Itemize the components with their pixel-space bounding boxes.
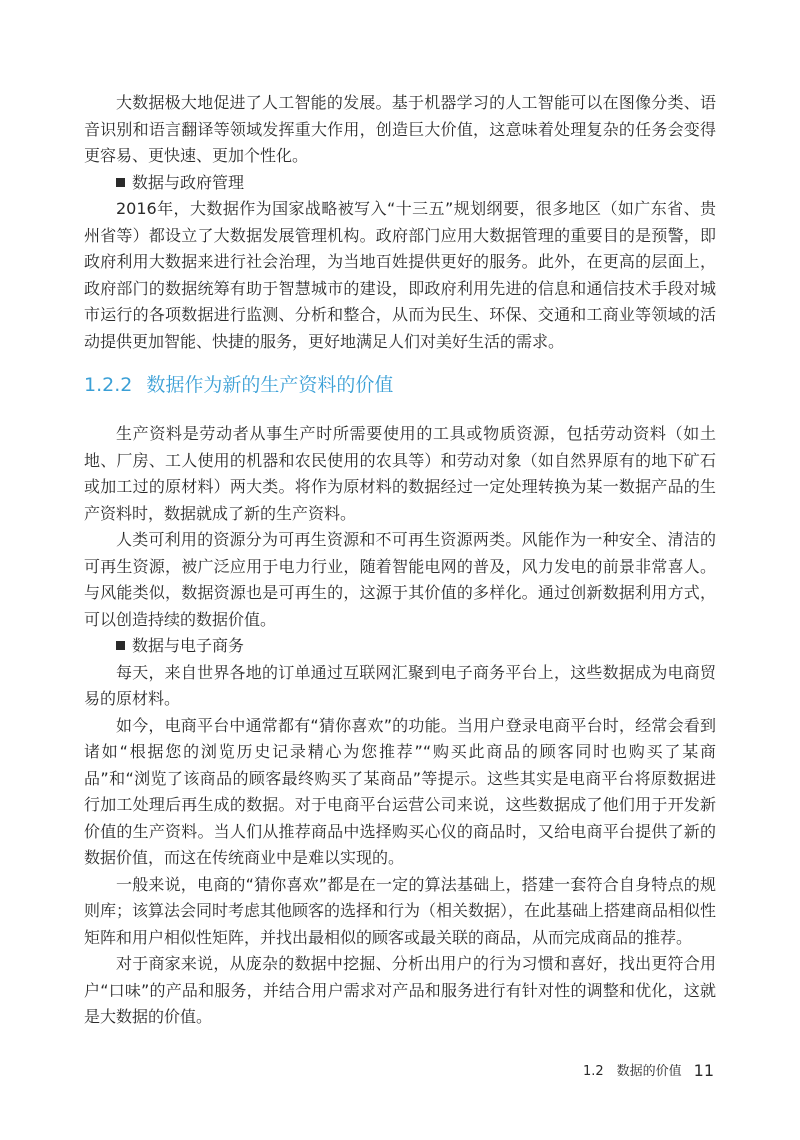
paragraph-merchant: 对于商家来说，从庞杂的数据中挖掘、分析出用户的行为习惯和喜好，找出更符合用户“口味”的产品和服务，并结合用户需求对产品和服务进行有针对性的调整和优化，这就是大数据的价值。: [84, 954, 716, 1026]
paragraph-algorithm: 一般来说，电商的“猜你喜欢”都是在一定的算法基础上，搭建一套符合自身特点的规则库；该算法会同时考虑其他顾客的选择和行为（相关数据），在此基础上搭建商品相似性矩阵和用户相似性矩阵，并找出最相似的顾客或最关联的商品，从而完成商品的推荐。: [84, 874, 717, 947]
footer-section-label: 1.2 数据的价值: [582, 1064, 682, 1079]
paragraph-orders: 每天，来自世界各地的订单通过互联网汇聚到电子商务平台上，这些数据成为电商贸易的原材料。: [84, 662, 716, 708]
paragraph-production: 生产资料是劳动者从事生产时所需要使用的工具或物质资源，包括劳动资料（如土地、厂房、工人使用的机器和农民使用的农具等）和劳动对象（如自然界原有的地下矿石或加工过的原材料）两大类。将作为原材料的数据经过一定处理转换为某一数据产品的生产资料时，数据就成了新的生产资料。: [84, 424, 716, 523]
page-footer: [583, 1060, 714, 1080]
square-bullet-icon: [116, 641, 125, 650]
paragraph-renewable: 人类可利用的资源分为可再生资源和不可再生资源两类。风能作为一种安全、清洁的可再生资源，被广泛应用于电力行业，随着智能电网的普及，风力发电的前景非常喜人。与风能类似，数据资源也是可再生的，这源于其价值的多样化。通过创新数据利用方式，可以创造持续的数据价值。: [84, 530, 716, 629]
body-text: [84, 90, 716, 1031]
paragraph-guess-you-like: 如今，电商平台中通常都有“猜你喜欢”的功能。当用户登录电商平台时，经常会看到诸如“根据您的浏览历史记录精心为您推荐”“购买此商品的顾客同时也购买了某商品”和“浏览了该商品的顾客最终购买了某商品”等提示。这些其实是电商平台将原数据进行加工处理后再生成的数据。对于电商平台运营公司来说，这些数据成了他们用于开发新价值的生产资料。当人们从推荐商品中选择购买心仪的商品时，又给电商平台提供了新的数据价值，而这在传统商业中是难以实现的。: [84, 715, 716, 867]
paragraph-ai: 大数据极大地促进了人工智能的发展。基于机器学习的人工智能可以在图像分类、语音识别和语言翻译等领域发挥重大作用，创造巨大价值，这意味着处理复杂的任务会变得更容易、更快速、更加个性化。: [84, 93, 716, 165]
section-number: 1.2.2: [84, 374, 133, 396]
bullet-heading-ecom: [84, 633, 716, 660]
page-number: 11: [693, 1061, 714, 1080]
section-title: 数据作为新的生产资料的价值: [146, 374, 394, 396]
bullet-heading-gov: [84, 170, 716, 197]
bullet-label-ecom: 数据与电子商务: [132, 636, 245, 655]
section-heading: [84, 371, 716, 399]
bullet-label-gov: 数据与政府管理: [132, 172, 245, 192]
paragraph-gov: 2016年，大数据作为国家战略被写入“十三五”规划纲要，很多地区（如广东省、贵州省等）都设立了大数据发展管理机构。政府部门应用大数据管理的重要目的是预警，即政府利用大数据来进行社会治理，为当地百姓提供更好的服务。此外，在更高的层面上，政府部门的数据统筹有助于智慧城市的建设，即政府利用先进的信息和通信技术手段对城市运行的各项数据进行监测、分析和整合，从而为民生、环保、交通和工商业等领域的活动提供更加智能、快捷的服务，更好地满足人们对美好生活的需求。: [84, 199, 716, 351]
square-bullet-icon: [116, 178, 125, 187]
